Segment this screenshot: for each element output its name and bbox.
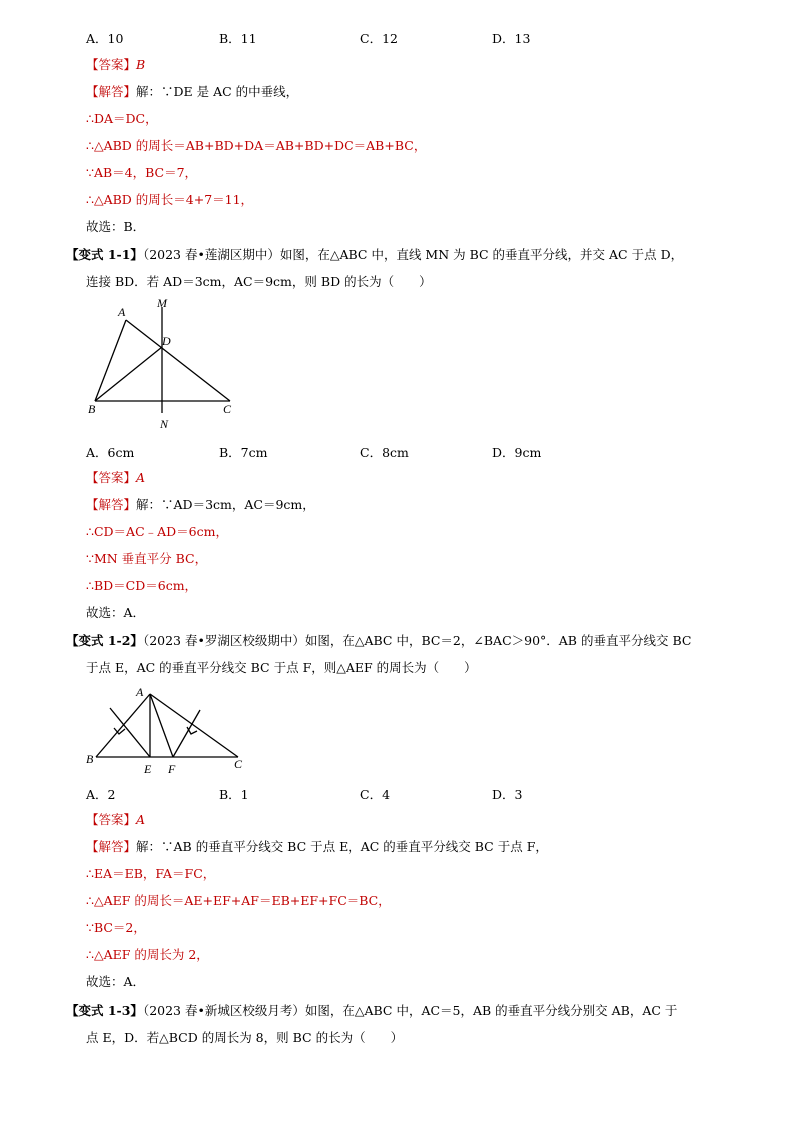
- label-e: E: [144, 762, 152, 776]
- solution-text: 解：∵DE 是 AC 的中垂线，: [136, 84, 299, 99]
- q2-solution-line-3: ∵MN 垂直平分 BC，: [86, 551, 208, 566]
- q3-solution-line-1: [86, 839, 548, 855]
- answer-value: A: [136, 812, 146, 827]
- bisector-ab: [110, 708, 150, 757]
- q2-option-d: D．9cm: [492, 445, 542, 460]
- q3-solution-line-5: ∴△AEF 的周长为 2，: [86, 947, 209, 962]
- q3-option-d: D．3: [492, 787, 523, 802]
- q2-option-b: B．7cm: [219, 445, 268, 460]
- label-b: B: [88, 402, 96, 416]
- q3-stem-line-1: [66, 633, 691, 649]
- q2-stem-line-2: 连接 BD．若 AD＝3cm，AC＝9cm，则 BD 的长为（ ）: [86, 274, 432, 289]
- q3-tag: 【变式 1-2】: [66, 633, 143, 648]
- segment-ac: [126, 320, 230, 401]
- q3-answer: [86, 812, 145, 828]
- right-angle-mark-ac: [187, 727, 197, 734]
- q3-solution-line-6: 故选：A．: [86, 974, 146, 989]
- q2-figure: [80, 295, 250, 435]
- q2-stem-line-1: [66, 247, 683, 263]
- label-a: A: [118, 305, 126, 319]
- solution-text: 解：∵AD＝3cm，AC＝9cm，: [136, 497, 315, 512]
- q1-solution-line-3: ∴△ABD 的周长＝AB+BD+DA＝AB+BD+DC＝AB+BC，: [86, 138, 427, 153]
- answer-label: 【答案】: [86, 470, 137, 485]
- label-n: N: [160, 417, 169, 431]
- label-m: M: [157, 296, 167, 310]
- q3-solution-line-3: ∴△AEF 的周长＝AE+EF+AF＝EB+EF+FC＝BC，: [86, 893, 391, 908]
- q2-answer: [86, 470, 145, 486]
- q2-option-c: C．8cm: [360, 445, 409, 460]
- q2-solution-line-5: 故选：A．: [86, 605, 146, 620]
- q4-tag: 【变式 1-3】: [66, 1003, 143, 1018]
- solution-label: 【解答】: [86, 839, 137, 854]
- answer-value: B: [136, 57, 146, 72]
- q3-option-b: B．1: [219, 787, 249, 802]
- q1-answer: [86, 57, 145, 73]
- answer-label: 【答案】: [86, 812, 137, 827]
- label-a: A: [136, 685, 144, 699]
- label-b: B: [86, 752, 94, 766]
- q1-solution-line-5: ∴△ABD 的周长＝4+7＝11，: [86, 192, 254, 207]
- q3-solution-line-2: ∴EA＝EB，FA＝FC，: [86, 866, 216, 881]
- q4-stem-line-1: [66, 1003, 677, 1019]
- q1-option-b: B．11: [219, 31, 257, 46]
- q3-solution-line-4: ∵BC＝2，: [86, 920, 146, 935]
- q1-option-c: C．12: [360, 31, 398, 46]
- solution-label: 【解答】: [86, 497, 137, 512]
- answer-label: 【答案】: [86, 57, 137, 72]
- solution-label: 【解答】: [86, 84, 137, 99]
- q3-option-c: C．4: [360, 787, 391, 802]
- q2-stem-text: （2023 春•莲湖区期中）如图，在△ABC 中，直线 MN 为 BC 的垂直平分线，并交 AC 于点 D，: [142, 247, 684, 262]
- segment-af: [150, 694, 173, 757]
- q3-figure: [80, 682, 255, 777]
- q1-solution-line-4: ∵AB＝4，BC＝7，: [86, 165, 198, 180]
- q1-solution-line-2: ∴DA＝DC，: [86, 111, 158, 126]
- q4-stem-text: （2023 春•新城区校级月考）如图，在△ABC 中，AC＝5，AB 的垂直平分线分别交 AB，AC 于: [142, 1003, 678, 1018]
- label-d: D: [162, 334, 171, 348]
- q2-solution-line-1: [86, 497, 315, 513]
- q3-option-a: A．2: [86, 787, 116, 802]
- answer-value: A: [136, 470, 146, 485]
- q1-solution-line-1: [86, 84, 298, 100]
- q1-solution-line-6: 故选：B．: [86, 219, 146, 234]
- q3-stem-text: （2023 春•罗湖区校级期中）如图，在△ABC 中，BC＝2，∠BAC＞90°．AB 的垂直平分线交 BC: [142, 633, 692, 648]
- q3-stem-line-2: 于点 E，AC 的垂直平分线交 BC 于点 F，则△AEF 的周长为（ ）: [86, 660, 477, 675]
- label-f: F: [168, 762, 176, 776]
- q2-tag: 【变式 1-1】: [66, 247, 143, 262]
- q1-option-d: D．13: [492, 31, 531, 46]
- solution-text: 解：∵AB 的垂直平分线交 BC 于点 E，AC 的垂直平分线交 BC 于点 F，: [136, 839, 548, 854]
- label-c: C: [234, 757, 243, 771]
- bisector-ac: [173, 710, 200, 757]
- label-c: C: [223, 402, 232, 416]
- q4-stem-line-2: 点 E，D．若△BCD 的周长为 8，则 BC 的长为（ ）: [86, 1030, 404, 1045]
- q2-solution-line-2: ∴CD＝AC﹣AD＝6cm，: [86, 524, 228, 539]
- q2-option-a: A．6cm: [86, 445, 135, 460]
- q1-option-a: A．10: [86, 31, 124, 46]
- segment-ac: [150, 694, 238, 757]
- q2-solution-line-4: ∴BD＝CD＝6cm，: [86, 578, 198, 593]
